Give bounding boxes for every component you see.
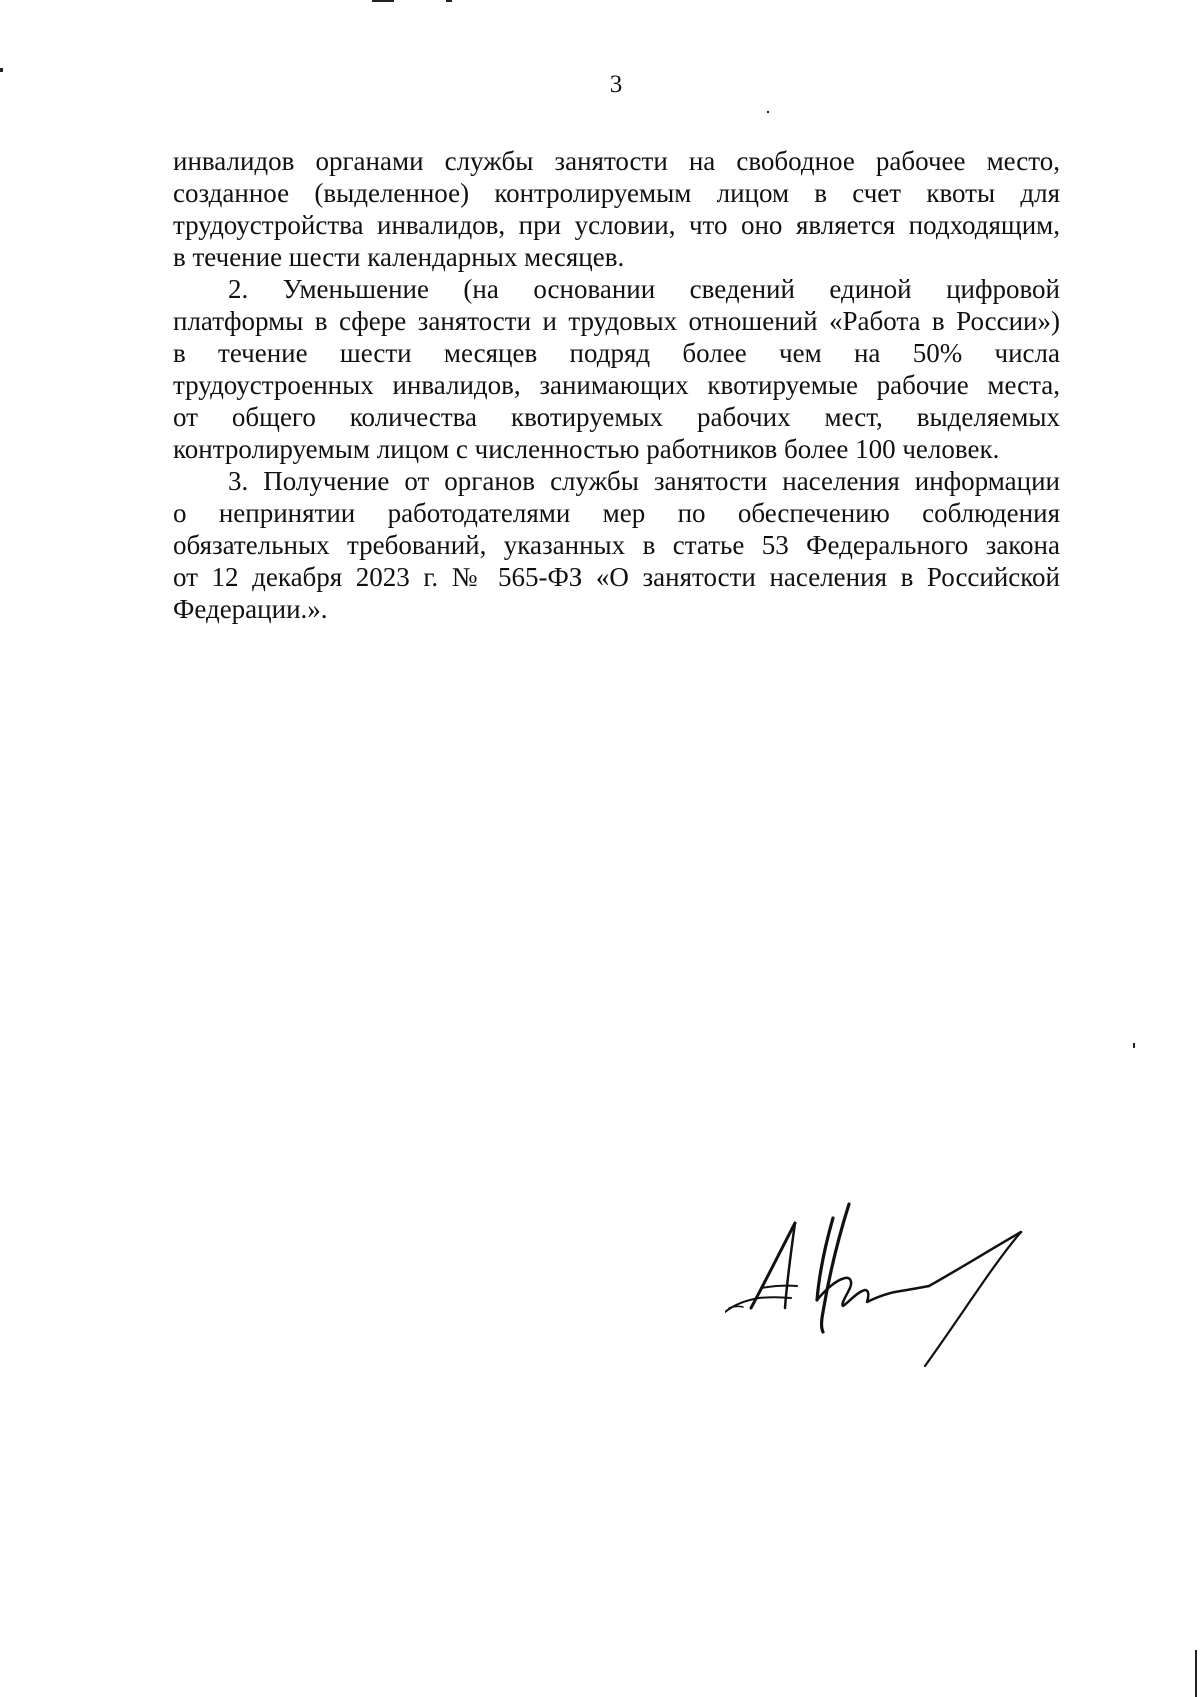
- text-line: платформы в сфере занятости и трудовых отношений «Работа в России»): [173, 306, 1060, 336]
- text-line: о непринятии работодателями мер по обеспечению соблюдения: [173, 498, 1060, 528]
- text-line: 3. Получение от органов службы занятости населения информации: [228, 466, 1060, 496]
- text-line: от общего количества квотируемых рабочих мест, выделяемых: [173, 402, 1060, 432]
- text-line: трудоустроенных инвалидов, занимающих квотируемые рабочие места,: [173, 370, 1060, 400]
- paragraph-3: [173, 465, 1060, 625]
- scan-mark: [1133, 1043, 1135, 1048]
- text-line: контролируемым лицом с численностью работников более 100 человек.: [173, 434, 1000, 464]
- signature-icon: [725, 1190, 1030, 1375]
- document-body: [173, 145, 1060, 625]
- scan-mark: [446, 0, 452, 2]
- text-line: трудоустройства инвалидов, при условии, что оно является подходящим,: [173, 210, 1060, 240]
- page-number: 3: [609, 71, 623, 98]
- scan-mark: [372, 0, 394, 2]
- text-line: созданное (выделенное) контролируемым лицом в счет квоты для: [173, 178, 1060, 208]
- paragraph-2: [173, 273, 1060, 465]
- scan-mark: [1195, 1650, 1197, 1697]
- text-line: от 12 декабря 2023 г. № 565-ФЗ «О занятости населения в Российской: [173, 562, 1060, 592]
- scan-mark: [767, 111, 769, 113]
- text-line: инвалидов органами службы занятости на свободное рабочее место,: [173, 146, 1060, 176]
- text-line: 2. Уменьшение (на основании сведений единой цифровой: [228, 274, 1060, 304]
- text-line: в течение шести месяцев подряд более чем на 50% числа: [173, 338, 1060, 368]
- text-line: в течение шести календарных месяцев.: [173, 242, 625, 272]
- text-line: Федерации.».: [173, 594, 328, 624]
- text-line: обязательных требований, указанных в статье 53 Федерального закона: [173, 530, 1060, 560]
- paragraph-1: [173, 145, 1060, 273]
